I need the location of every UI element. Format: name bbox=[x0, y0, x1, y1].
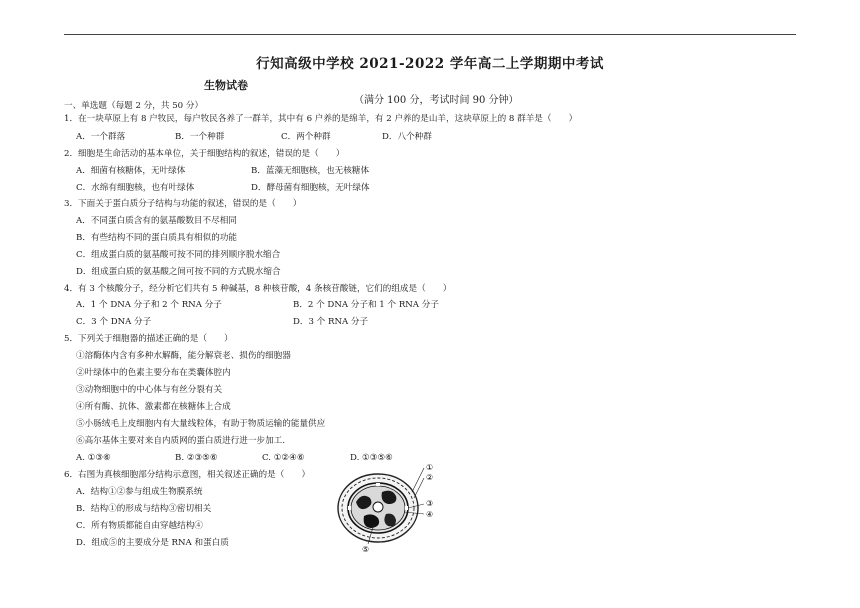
section-heading: 一、单选题（每题 2 分，共 50 分） bbox=[64, 101, 204, 111]
q5-statement-4: ④所有酶、抗体、激素都在核糖体上合成 bbox=[76, 402, 231, 412]
nucleolus bbox=[373, 502, 383, 512]
q2-option-d: D．酵母菌有细胞核，无叶绿体 bbox=[251, 183, 370, 193]
nuclear-pore bbox=[348, 506, 351, 510]
question-6-stem: 6．右图为真核细胞部分结构示意图，相关叙述正确的是（ ） bbox=[64, 470, 311, 480]
q2-option-c: C．水绵有细胞核，也有叶绿体 bbox=[76, 183, 195, 193]
nuclear-pore bbox=[405, 506, 408, 510]
figure-label-4: ④ bbox=[426, 510, 434, 519]
q4-option-b: B．2 个 DNA 分子和 1 个 RNA 分子 bbox=[293, 300, 439, 310]
figure-label-1: ① bbox=[426, 463, 434, 472]
q4-option-d: D．3 个 RNA 分子 bbox=[293, 317, 369, 327]
q4-option-c: C．3 个 DNA 分子 bbox=[76, 317, 152, 327]
q6-option-b: B．结构①的形成与结构③密切相关 bbox=[76, 504, 212, 514]
figure-label-5: ⑤ bbox=[362, 545, 370, 554]
q1-option-d: D．八个种群 bbox=[382, 132, 432, 142]
q5-statement-1: ①溶酶体内含有多种水解酶，能分解衰老、损伤的细胞器 bbox=[76, 351, 291, 361]
question-3-stem: 3．下面关于蛋白质分子结构与功能的叙述，错误的是（ ） bbox=[64, 199, 302, 209]
nuclear-pore bbox=[376, 483, 380, 486]
subject-title: 生物试卷 bbox=[204, 79, 248, 92]
q3-option-b: B．有些结构不同的蛋白质具有相似的功能 bbox=[76, 233, 238, 243]
q1-option-b: B．一个种群 bbox=[175, 132, 225, 142]
q5-statement-3: ③动物细胞中的中心体与有丝分裂有关 bbox=[76, 385, 223, 395]
q5-statement-6: ⑥高尔基体主要对来自内质网的蛋白质进行进一步加工. bbox=[76, 436, 285, 446]
q2-option-a: A．细菌有核糖体，无叶绿体 bbox=[76, 166, 186, 176]
q6-option-a: A．结构①②参与组成生物膜系统 bbox=[76, 487, 203, 497]
q5-option-b: B. ②③⑤⑥ bbox=[175, 453, 218, 463]
figure-label-3: ③ bbox=[426, 499, 434, 508]
question-2-stem: 2．细胞是生命活动的基本单位，关于细胞结构的叙述，错误的是（ ） bbox=[64, 149, 345, 159]
q3-option-c: C．组成蛋白质的氨基酸可按不同的排列顺序脱水缩合 bbox=[76, 250, 281, 260]
figure-label-2: ② bbox=[426, 473, 434, 482]
leader-line-1 bbox=[412, 468, 424, 492]
cell-structure-figure bbox=[334, 462, 434, 554]
question-5-stem: 5．下列关于细胞器的描述正确的是（ ） bbox=[64, 334, 233, 344]
q6-option-c: C．所有物质都能自由穿越结构④ bbox=[76, 521, 203, 531]
q6-option-d: D．组成⑤的主要成分是 RNA 和蛋白质 bbox=[76, 538, 229, 548]
q5-statement-5: ⑤小肠绒毛上皮细胞内有大量线粒体，有助于物质运输的能量供应 bbox=[76, 419, 326, 429]
q3-option-d: D．组成蛋白质的氨基酸之间可按不同的方式脱水缩合 bbox=[76, 267, 281, 277]
q5-statement-2: ②叶绿体中的色素主要分布在类囊体腔内 bbox=[76, 368, 231, 378]
q5-option-a: A. ①③⑥ bbox=[76, 453, 111, 463]
header-rule bbox=[64, 34, 796, 35]
q4-option-a: A．1 个 DNA 分子和 2 个 RNA 分子 bbox=[76, 300, 222, 310]
q1-option-a: A．一个群落 bbox=[76, 132, 126, 142]
exam-title: 行知高级中学校 2021-2022 学年高二上学期期中考试 bbox=[256, 56, 604, 72]
q2-option-b: B．蓝藻无细胞核，也无核糖体 bbox=[251, 166, 370, 176]
leader-line-2 bbox=[414, 478, 424, 498]
q5-option-d: D. ①③⑤⑥ bbox=[350, 453, 393, 463]
q3-option-a: A．不同蛋白质含有的氨基酸数目不尽相同 bbox=[76, 216, 237, 226]
q5-option-c: C. ①②④⑥ bbox=[262, 453, 305, 463]
score-info: （满分 100 分，考试时间 90 分钟） bbox=[354, 95, 519, 106]
question-4-stem: 4．有 3 个核酸分子，经分析它们共有 5 种碱基，8 种核苷酸，4 条核苷酸链，它们的组成是（ ） bbox=[64, 284, 452, 294]
q1-option-c: C．两个种群 bbox=[281, 132, 331, 142]
question-1-stem: 1．在一块草原上有 8 户牧民，每户牧民各养了一群羊，其中有 6 户养的是绵羊，有 2 户养的是山羊，这块草原上的 8 群羊是（ ） bbox=[64, 114, 578, 124]
